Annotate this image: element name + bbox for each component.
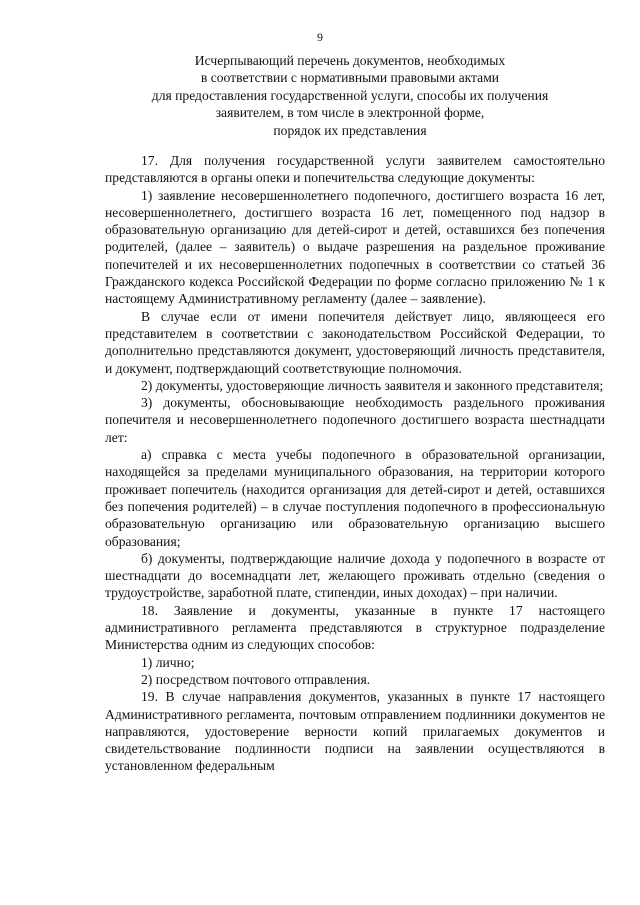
paragraph-18-item-2: 2) посредством почтового отправления. bbox=[141, 671, 371, 687]
paragraph-representative: В случае если от имени попечителя действует лицо, являющееся его представителем в соответствии с законодательством Российской Федерации, то дополнительно представляются документ, удостоверяющий личность представителя, и документ, подтверждающий соответствующие полномочия. bbox=[105, 308, 605, 376]
body-text bbox=[105, 152, 605, 775]
paragraph-17-item-3b: б) документы, подтверждающие наличие дохода у подопечного в возрасте от шестнадцати до восемнадцати лет, желающего проживать отдельно (сведения о трудоустройстве, заработной плате, стипендии, иных доходах) – при наличии. bbox=[105, 550, 605, 601]
paragraph-17-item-2: 2) документы, удостоверяющие личность заявителя и законного представителя; bbox=[141, 377, 604, 393]
paragraph-19: 19. В случае направления документов, указанных в пункте 17 настоящего Административного регламента, почтовым отправлением подлинники документов не направляются, удостоверение верности копий прилагаемых документов и свидетельствование подлинности подписи на заявлении осуществляются в установленном федеральным bbox=[105, 689, 605, 774]
paragraph-17-item-1: 1) заявление несовершеннолетнего подопечного, достигшего возраста 16 лет, несовершеннолетнего, достигшего возраста 16 лет, помещенного под надзор в образовательную организацию для детей-сирот и детей, оставшихся без попечения родителей, (далее – заявитель) о выдаче разрешения на раздельное проживание попечителей и их несовершеннолетних подопечных в соответствии со статьей 36 Гражданского кодекса Российской Федерации по форме согласно приложению № 1 к настоящему Административному регламенту (далее – заявление). bbox=[105, 187, 605, 307]
page-number: 9 bbox=[317, 30, 323, 44]
section-heading bbox=[90, 52, 610, 139]
heading-line: порядок их представления bbox=[273, 122, 427, 138]
heading-line: в соответствии с нормативными правовыми актами bbox=[200, 70, 500, 86]
heading-line: заявителем, в том числе в электронной форме, bbox=[215, 105, 485, 121]
paragraph-17: 17. Для получения государственной услуги заявителем самостоятельно представляются в органы опеки и попечительства следующие документы: bbox=[105, 153, 605, 186]
heading-line: Исчерпывающий перечень документов, необходимых bbox=[194, 53, 506, 68]
paragraph-18: 18. Заявление и документы, указанные в пункте 17 настоящего административного регламента представляются в структурное подразделение Министерства одним из следующих способов: bbox=[105, 602, 605, 653]
paragraph-18-item-1: 1) лично; bbox=[141, 654, 195, 670]
paragraph-17-item-3a: а) справка с места учебы подопечного в образовательной организации, находящейся за пределами муниципального образования, на территории которого проживает попечитель (находится организация для детей-сирот и детей, оставшихся без попечения родителей) – в случае поступления подопечного в профессиональную образовательную организацию или образовательную организацию высшего образования; bbox=[105, 447, 605, 549]
heading-line: для предоставления государственной услуги, способы их получения bbox=[151, 87, 549, 103]
paragraph-17-item-3: 3) документы, обосновывающие необходимость раздельного проживания попечителя и несовершеннолетнего подопечного достигшего возраста шестнадцати лет: bbox=[105, 395, 605, 445]
